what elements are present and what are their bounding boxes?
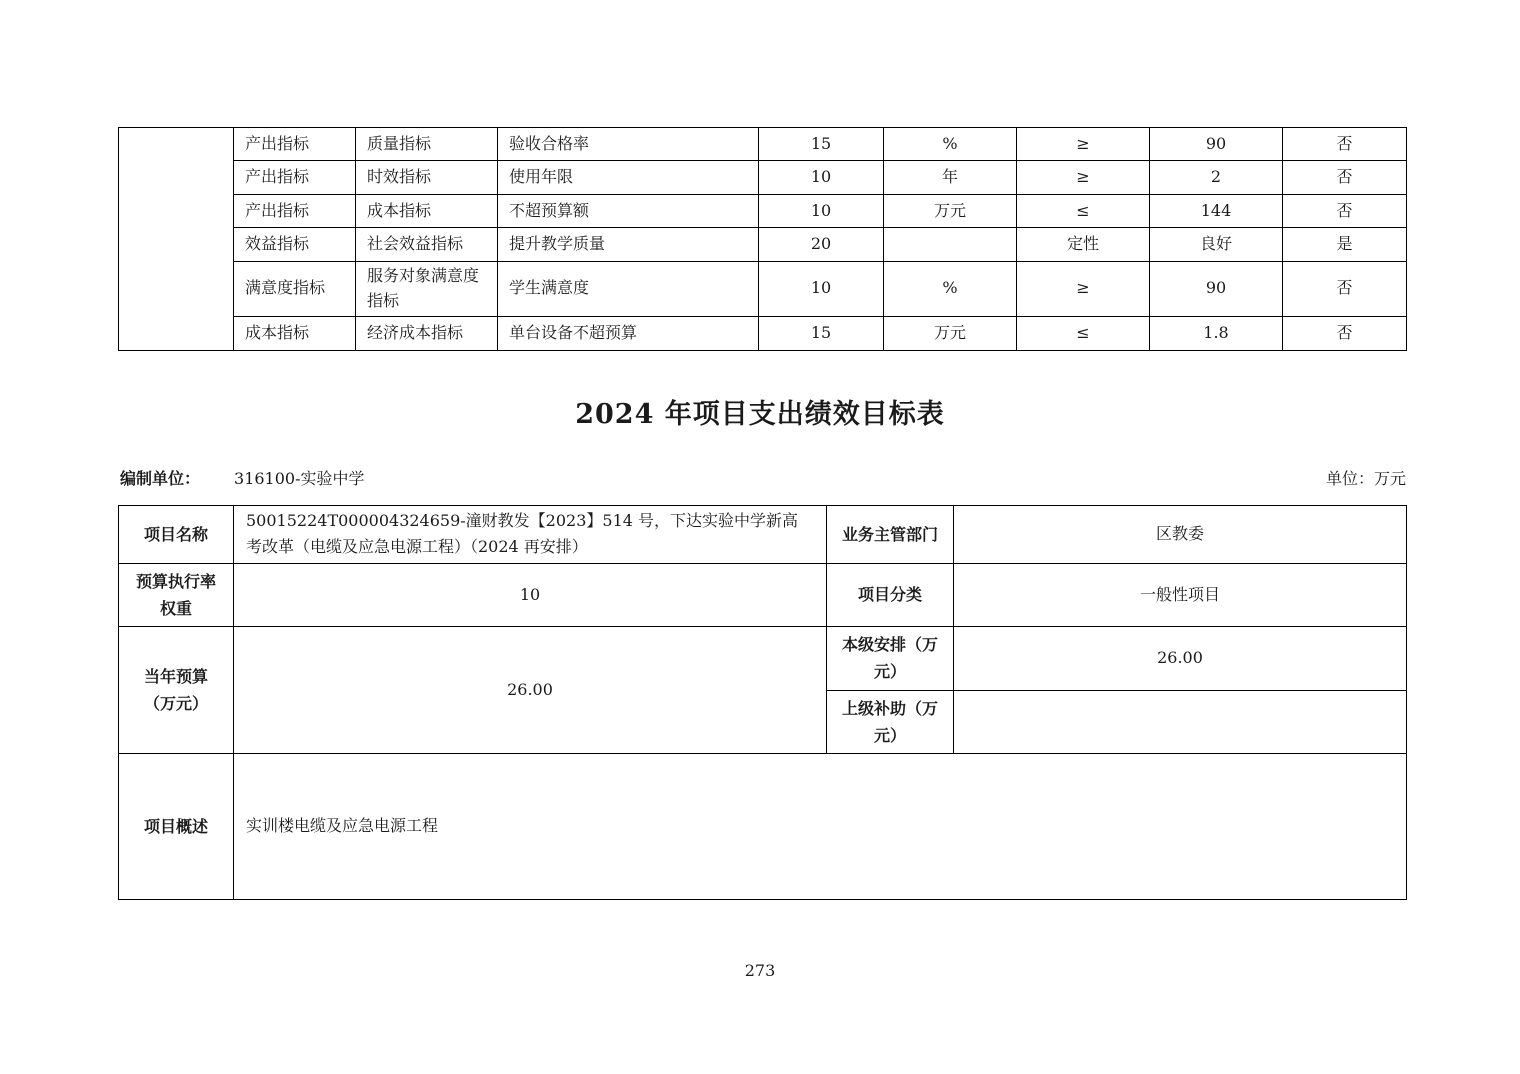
cell-target: 90 [1150,262,1283,317]
cell-unit: % [884,128,1017,161]
table-row [119,228,1407,262]
cell-weight: 15 [759,316,884,350]
cell-unit [884,228,1017,262]
overview-label: 项目概述 [119,753,234,899]
exec-rate-weight-value: 10 [234,563,827,626]
cell-flag: 否 [1283,262,1407,317]
cell-type: 社会效益指标 [356,228,498,262]
project-name-label: 项目名称 [119,506,234,564]
category-label: 项目分类 [827,563,954,626]
cell-category: 成本指标 [234,316,356,350]
superior-subsidy-value [954,690,1407,753]
annual-budget-value: 26.00 [234,627,827,754]
table-row [119,262,1407,317]
cell-target: 90 [1150,128,1283,161]
dept-label: 业务主管部门 [827,506,954,564]
annual-budget-label: 当年预算（万元） [119,627,234,754]
cell-flag: 否 [1283,128,1407,161]
org-value: 316100-实验中学 [234,469,365,488]
cell-category: 产出指标 [234,161,356,195]
table-row [119,563,1407,626]
table-row [119,316,1407,350]
cell-unit: % [884,262,1017,317]
cell-name: 验收合格率 [498,128,759,161]
cell-weight: 10 [759,195,884,228]
table-row [119,128,1407,161]
page-title: 2024 年项目支出绩效目标表 [575,399,945,430]
cell-flag: 否 [1283,316,1407,350]
cell-operator: 定性 [1017,228,1150,262]
cell-type: 时效指标 [356,161,498,195]
indicator-table [118,127,1407,351]
cell-type: 经济成本指标 [356,316,498,350]
table-row [119,753,1407,899]
cell-operator: ≤ [1017,316,1150,350]
table-row [119,506,1407,564]
project-table [118,505,1407,900]
meta-row [120,466,1406,489]
cell-weight: 10 [759,161,884,195]
table-row [119,161,1407,195]
dept-value: 区教委 [954,506,1407,564]
cell-unit: 万元 [884,195,1017,228]
cell-target: 144 [1150,195,1283,228]
cell-operator: ≥ [1017,262,1150,317]
category-value: 一般性项目 [954,563,1407,626]
superior-subsidy-label: 上级补助（万元） [827,690,954,753]
cell-flag: 否 [1283,161,1407,195]
overview-value: 实训楼电缆及应急电源工程 [234,753,1407,899]
cell-flag: 否 [1283,195,1407,228]
cell-target: 1.8 [1150,316,1283,350]
cell-unit: 万元 [884,316,1017,350]
spanner-cell [119,128,234,351]
cell-target: 良好 [1150,228,1283,262]
cell-category: 产出指标 [234,195,356,228]
local-arrangement-label: 本级安排（万元） [827,627,954,690]
cell-name: 使用年限 [498,161,759,195]
cell-name: 提升教学质量 [498,228,759,262]
cell-category: 效益指标 [234,228,356,262]
cell-operator: ≥ [1017,128,1150,161]
cell-name: 不超预算额 [498,195,759,228]
cell-weight: 15 [759,128,884,161]
cell-type: 服务对象满意度指标 [356,262,498,317]
org-label: 编制单位： [120,469,201,488]
cell-type: 质量指标 [356,128,498,161]
table-row [119,195,1407,228]
page-number: 273 [744,961,776,980]
cell-type: 成本指标 [356,195,498,228]
cell-flag: 是 [1283,228,1407,262]
cell-category: 产出指标 [234,128,356,161]
cell-operator: ≤ [1017,195,1150,228]
project-name-value: 50015224T000004324659-潼财教发【2023】514 号，下达实验中学新高考改革（电缆及应急电源工程）（2024 再安排） [234,506,827,564]
table-row [119,627,1407,690]
cell-name: 学生满意度 [498,262,759,317]
cell-unit: 年 [884,161,1017,195]
cell-name: 单台设备不超预算 [498,316,759,350]
cell-category: 满意度指标 [234,262,356,317]
local-arrangement-value: 26.00 [954,627,1407,690]
cell-weight: 20 [759,228,884,262]
unit-note: 单位：万元 [1325,469,1406,488]
cell-target: 2 [1150,161,1283,195]
exec-rate-weight-label: 预算执行率权重 [119,563,234,626]
cell-operator: ≥ [1017,161,1150,195]
cell-weight: 10 [759,262,884,317]
